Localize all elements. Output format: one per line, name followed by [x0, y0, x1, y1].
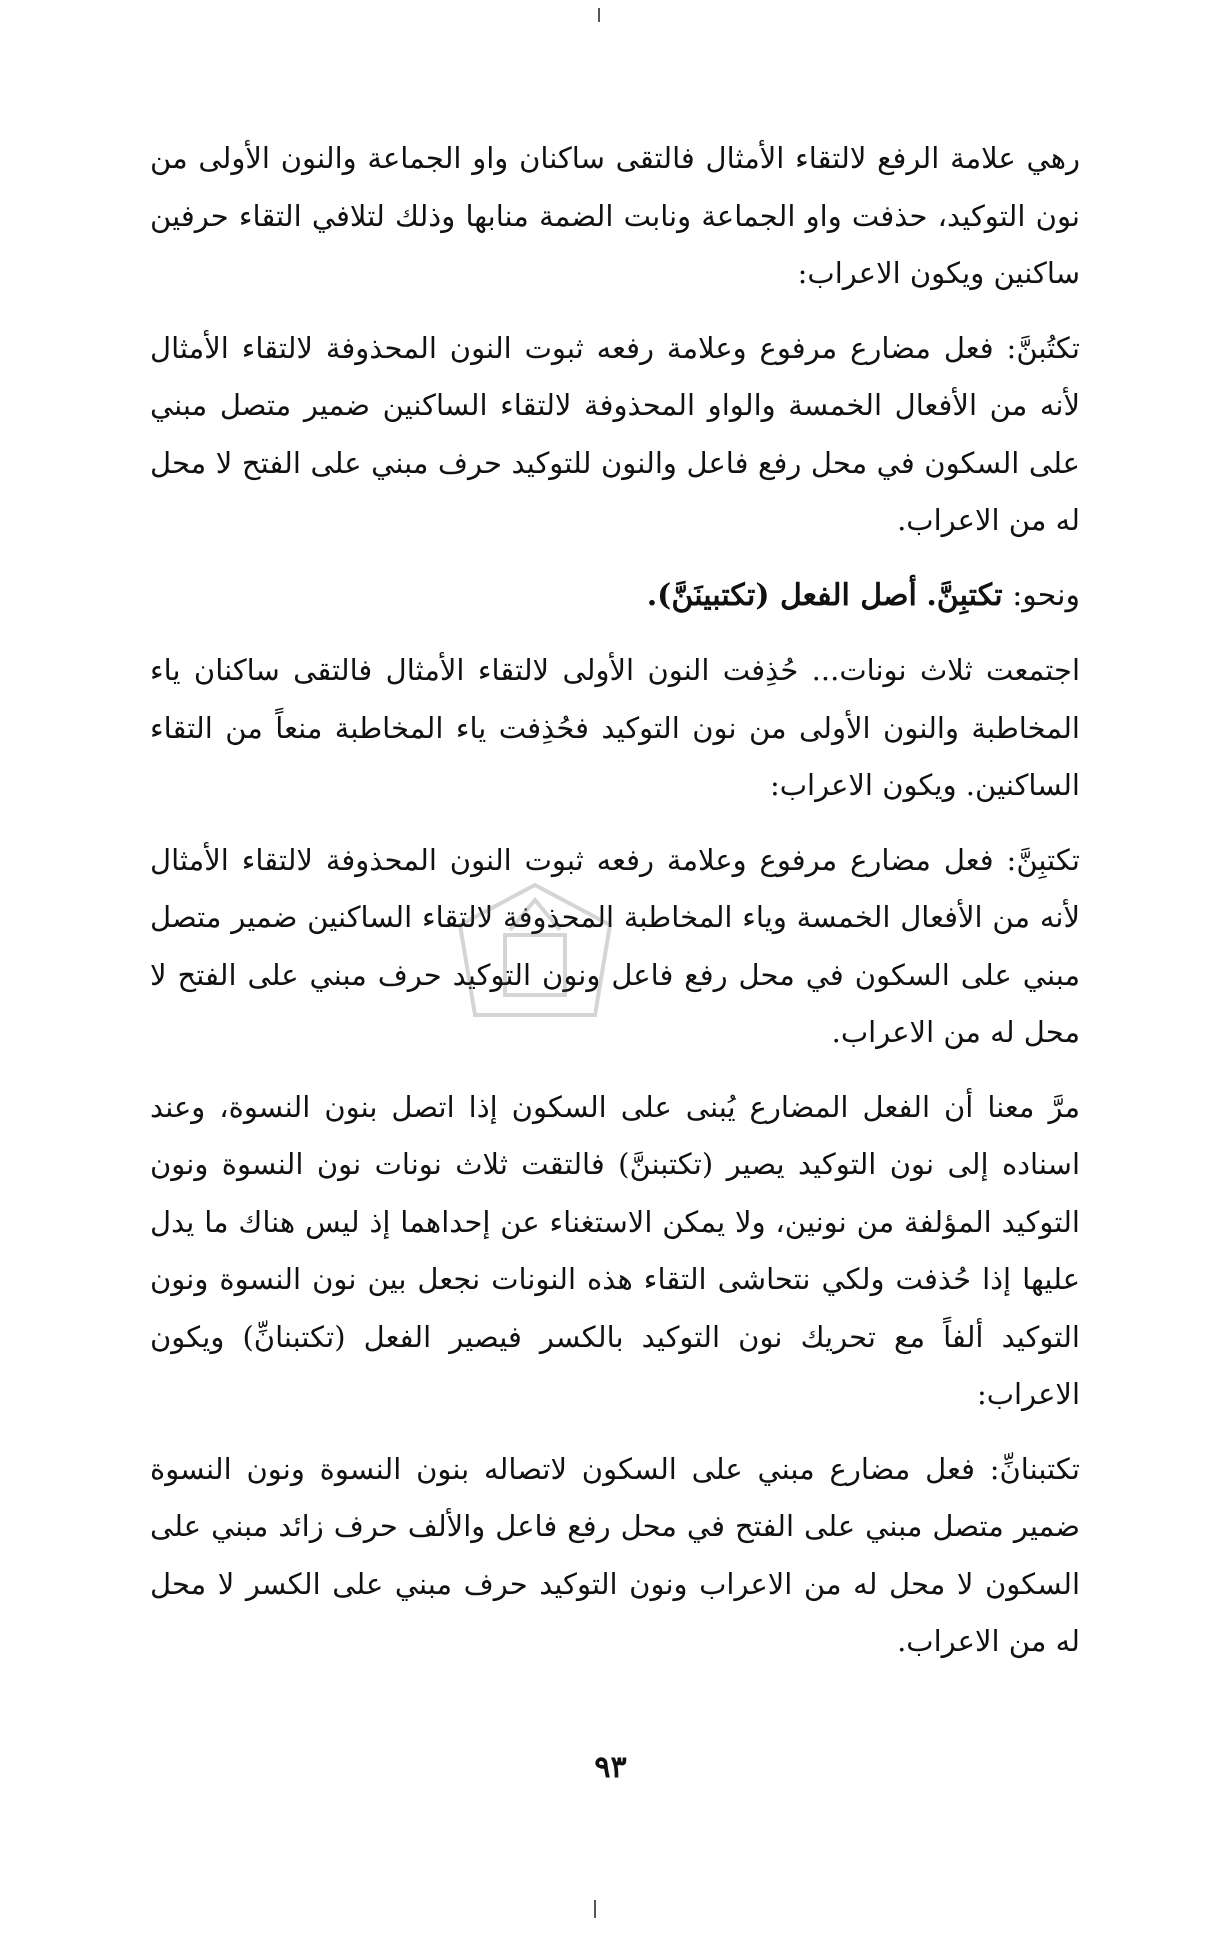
scan-mark-bottom — [594, 1900, 596, 1918]
paragraph-6: تكتبنانِّ: فعل مضارع مبني على السكون لاتصاله بنون النسوة ونون النسوة ضمير متصل مبني على الفتح في محل رفع فاعل والألف حرف زائد مبني على السكون لا محل له من الاعراب ونون التوكيد حرف مبني على الكسر لا محل له من الاعراب. — [150, 1451, 1080, 1658]
paragraph-4: تكتبِنَّ: فعل مضارع مرفوع وعلامة رفعه ثبوت النون المحذوفة لالتقاء الأمثال لأنه من الأفعال الخمسة وياء المخاطبة المحذوفة لالتقاء الساكنين ضمير متصل مبني على السكون في محل رفع فاعل ونون التوكيد حرف مبني على الفتح لا محل له من الاعراب. — [150, 842, 1080, 1049]
page-number: ٩٣ — [594, 1750, 627, 1785]
example-prefix: ونحو: — [1012, 577, 1080, 613]
paragraph-3: اجتمعت ثلاث نونات... حُذِفت النون الأولى لالتقاء الأمثال فالتقى ساكنان ياء المخاطبة والنون الأولى من نون التوكيد فحُذِفت ياء المخاطبة منعاً من التقاء الساكنين. ويكون الاعراب: — [150, 653, 1080, 802]
library-seal-watermark — [450, 880, 620, 1030]
example-origin: أصل الفعل (تكتبينَنَّ). — [646, 577, 917, 613]
example-line — [150, 567, 1080, 625]
example-word: تكتبِنَّ. — [926, 577, 1003, 613]
scan-mark-top — [598, 8, 600, 22]
paragraph-2: تكتُبنَّ: فعل مضارع مرفوع وعلامة رفعه ثبوت النون المحذوفة لالتقاء الأمثال لأنه من الأفعال الخمسة والواو المحذوفة لالتقاء الساكنين ضمير متصل مبني على السكون في محل رفع فاعل والنون للتوكيد حرف مبني على الفتح لا محل له من الاعراب. — [150, 330, 1080, 537]
paragraph-5: مرَّ معنا أن الفعل المضارع يُبنى على السكون إذا اتصل بنون النسوة، وعند اسناده إلى نون التوكيد يصير (تكتبننَّ) فالتقت ثلاث نونات نون النسوة ونون التوكيد المؤلفة من نونين، ولا يمكن الاستغناء عن إحداهما إذ ليس هناك ما يدل عليها إذا حُذفت ولكي نتحاشى التقاء هذه النونات نجعل بين نون النسوة ونون التوكيد ألفاً مع تحريك نون التوكيد بالكسر فيصير الفعل (تكتبنانِّ) ويكون الاعراب: — [150, 1089, 1080, 1411]
paragraph-1: رهي علامة الرفع لالتقاء الأمثال فالتقى ساكنان واو الجماعة والنون الأولى من نون التوكيد، حذفت واو الجماعة ونابت الضمة منابها وذلك لتلافي التقاء حرفين ساكنين ويكون الاعراب: — [150, 141, 1080, 290]
